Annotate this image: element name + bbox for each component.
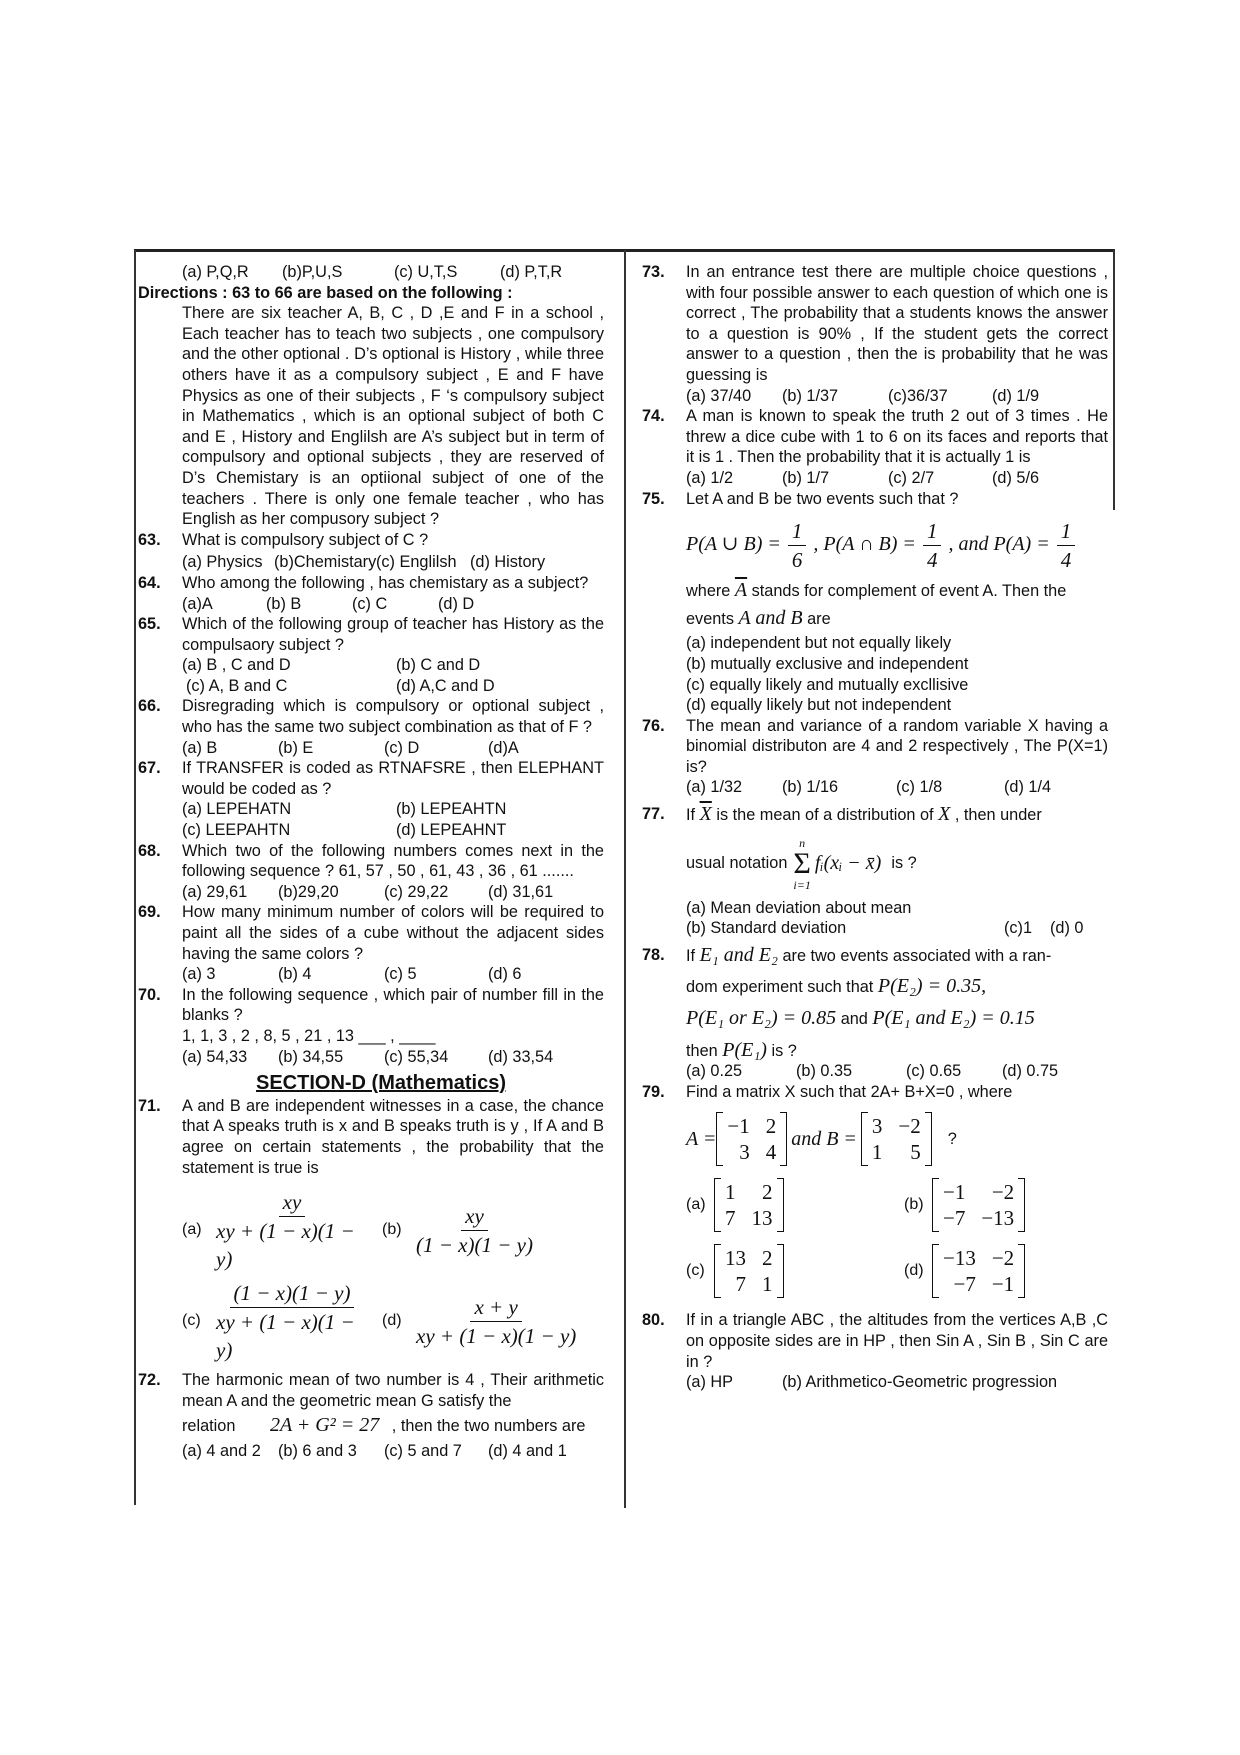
- probability-formula: P(E₂) = 0.35,: [877, 975, 987, 998]
- option: (d) 4 and 1: [488, 1441, 567, 1460]
- option: (b) 6 and 3: [278, 1441, 357, 1460]
- option: (d) LEPEAHNT: [396, 821, 507, 840]
- question-text: Which two of the following numbers comes next in the following sequence ? 61, 57 , 50 , 61, 43 , 36 , 61 .......: [182, 841, 604, 881]
- option: (d) A,C and D: [396, 676, 495, 695]
- question-text: How many minimum number of colors will be required to paint all the sides of a cube without the adjacent sides having the same colors ?: [182, 903, 604, 963]
- matrix-a: −1 2 3 4: [716, 1112, 787, 1166]
- option: (b) Standard deviation: [686, 919, 847, 938]
- probability-formula: P(E₁ and E₂) = 0.15: [872, 1007, 1035, 1030]
- question-63: [138, 530, 604, 573]
- question-number: 65.: [138, 615, 161, 634]
- if-label: If: [686, 806, 696, 825]
- question-65: [138, 614, 604, 696]
- question-number: 72.: [138, 1371, 161, 1390]
- option: (b) E: [278, 738, 314, 757]
- option: (b) B: [266, 594, 302, 613]
- option-label: (a): [686, 1196, 706, 1214]
- events-label: events: [686, 609, 734, 628]
- option-fraction: $\frac{xy}{(1 - x)(1 - y)}$: [416, 1204, 533, 1258]
- column-divider: [624, 250, 626, 1508]
- option-label: (a): [182, 1221, 202, 1239]
- question-70: [138, 985, 604, 1067]
- option: (c) C: [352, 594, 388, 613]
- option: (a) LEPEHATN: [182, 800, 292, 819]
- question-text: Who among the following , has chemistary as a subject?: [182, 573, 589, 592]
- option: (c) 2/7: [888, 468, 935, 487]
- option: (d) 1/4: [1004, 778, 1052, 797]
- question-67: [138, 758, 604, 840]
- then-label: then: [686, 1041, 718, 1060]
- option: (a) 1/2: [686, 468, 734, 487]
- option: (c) LEEPAHTN: [182, 821, 291, 840]
- question-number: 71.: [138, 1096, 161, 1115]
- question-number: 78.: [642, 945, 665, 964]
- if-label: If: [686, 946, 696, 965]
- where-text: stands for complement of event A. Then the: [751, 582, 1067, 601]
- option: (b) 1/16: [782, 778, 839, 797]
- option: (a) P,Q,R: [182, 263, 249, 281]
- options-row: [686, 1244, 1108, 1298]
- question-text: Which of the following group of teacher has History as the compulsaory subject ?: [182, 615, 604, 654]
- option-label: (d): [904, 1262, 924, 1280]
- stem-text: is the mean of a distribution of: [716, 806, 934, 825]
- option: (a) 37/40: [686, 386, 752, 405]
- option: (d) 33,54: [488, 1047, 554, 1066]
- option: (c)1: [1004, 919, 1033, 938]
- option-label: (b): [904, 1196, 924, 1214]
- question-text: In the following sequence , which pair of number fill in the blanks ?: [182, 985, 604, 1025]
- option: (c) 29,22: [384, 882, 449, 901]
- question-number: 79.: [642, 1082, 665, 1101]
- question-number: 63.: [138, 530, 161, 549]
- option: (a) independent but not equally likely: [686, 634, 952, 653]
- directions-heading: Directions : 63 to 66 are based on the following :: [138, 283, 513, 302]
- option: (a) Mean deviation about mean: [686, 898, 912, 917]
- option-fraction: $\frac{(1 - x)(1 - y)}{xy + (1 - x)(1 - y)}$: [216, 1281, 355, 1363]
- option-label: (c): [686, 1262, 705, 1280]
- question-number: 70.: [138, 985, 161, 1004]
- option: (b) 4: [278, 965, 312, 984]
- question-75: [642, 489, 1108, 716]
- option: (c) U,T,S: [394, 263, 458, 281]
- option: (c) D: [384, 738, 420, 757]
- option: (d) 0.75: [1002, 1062, 1059, 1081]
- question-74: [642, 406, 1108, 488]
- question-text: The harmonic mean of two number is 4 , Their arithmetic mean A and the geometric mean G satisfy the: [182, 1371, 604, 1410]
- complement-symbol: $\overline{A}$: [734, 579, 748, 602]
- events-tail: are: [807, 609, 831, 628]
- option: (b) Arithmetico-Geometric progression: [782, 1373, 1058, 1392]
- option: (d) History: [470, 553, 546, 572]
- option: (a) B: [182, 738, 218, 757]
- question-text: If TRANSFER is coded as RTNAFSRE , then ELEPHANT would be coded as ?: [182, 759, 604, 798]
- option: (b) 34,55: [278, 1047, 344, 1066]
- probability-formula: P(E₁): [722, 1038, 767, 1061]
- summation: n Σ i=1: [793, 835, 811, 892]
- relation-label: relation: [182, 1417, 236, 1436]
- option: (b) mutually exclusive and independent: [686, 654, 969, 673]
- option: (a)A: [182, 594, 213, 613]
- question-80: [642, 1310, 1108, 1392]
- question-72: [138, 1370, 604, 1461]
- option: (b)P,U,S: [282, 263, 343, 281]
- option: (d) D: [438, 594, 475, 613]
- option: (c) A, B and C: [186, 676, 288, 695]
- option: (b) 1/7: [782, 468, 830, 487]
- where-label: where: [686, 582, 731, 601]
- option-matrix: 13 2 7 1: [714, 1244, 904, 1298]
- question-number: 68.: [138, 841, 161, 860]
- option: (d) 0: [1050, 919, 1084, 938]
- option: (b) 0.35: [796, 1062, 853, 1081]
- events-math: E₁ and E₂: [699, 943, 778, 966]
- question-number: 74.: [642, 407, 665, 426]
- question-number: 75.: [642, 489, 665, 508]
- question-text: A man is known to speak the truth 2 out of 3 times . He threw a dice cube with 1 to 6 on its faces and reports that it is 1 . Then the probability that it is actually 1 is: [686, 407, 1108, 467]
- option: (c) Englilsh: [376, 553, 457, 572]
- matrix-definition: A = −1 2 3 4 and B = 3 −2 1 5 ?: [686, 1114, 957, 1165]
- question-number: 73.: [642, 263, 665, 281]
- question-text: Find a matrix X such that 2A+ B+X=0 , where: [686, 1082, 1013, 1101]
- question-number: 80.: [642, 1311, 665, 1330]
- question-text: If in a triangle ABC , the altitudes from the vertices A,B ,C on opposite sides are in HP , then Sin A , Sin B , Sin C are in ?: [686, 1311, 1108, 1371]
- question-text: In an entrance test there are multiple choice questions , with four possible answer to each question of which one is correct , The probability that a students knows the answer to a question is 90% , If the student gets the correct answer to a question , then the is probability that he was guessing is: [686, 263, 1108, 384]
- stem-tail: are two events associated with a ran-: [782, 946, 1052, 965]
- variable-symbol: X: [938, 803, 951, 826]
- option: (a) 1/32: [686, 778, 743, 797]
- question-78: [642, 945, 1108, 1082]
- option: (a) 4 and 2: [182, 1441, 261, 1460]
- option: (a) HP: [686, 1373, 734, 1392]
- option: (c) 5: [384, 965, 417, 984]
- question-number: 76.: [642, 716, 665, 735]
- option: (b)29,20: [278, 882, 339, 901]
- summation-expression: fᵢ(xᵢ − x̄): [814, 852, 882, 875]
- events-math: A and B: [738, 606, 803, 629]
- option: (a) 0.25: [686, 1062, 743, 1081]
- question-text: Disregrading which is compulsory or optional subject , who has the same two subject combination as that of F ?: [182, 697, 604, 737]
- question-79: [642, 1082, 1108, 1299]
- section-heading: SECTION-D (Mathematics): [255, 1072, 507, 1095]
- option: (c) 5 and 7: [384, 1441, 462, 1460]
- option: (c)36/37: [888, 386, 948, 405]
- option-fraction: $\frac{xy}{xy + (1 - x)(1 - y)}$: [216, 1190, 355, 1272]
- probability-formula: P(E₁ or E₂) = 0.85: [686, 1007, 837, 1030]
- right-column: [642, 262, 1108, 1393]
- question-number: 64.: [138, 573, 161, 592]
- is-label: is ?: [771, 1041, 797, 1060]
- relation-formula: 2A + G² = 27: [269, 1414, 380, 1437]
- probability-equation: P(A ∪ B) = $\frac{1}{6}$ , P(A ∩ B) = $\frac{1}{4}$ , and P(A) = $\frac{1}{4}$: [686, 517, 1108, 574]
- options-row: [686, 1178, 1108, 1232]
- mean-symbol: $\overline{X}$: [699, 803, 712, 826]
- q62-options: [138, 262, 604, 283]
- option: (b) 1/37: [782, 386, 839, 405]
- question-number: 69.: [138, 903, 161, 922]
- stem-tail: , then under: [954, 806, 1042, 825]
- is-label: is ?: [891, 854, 917, 873]
- question-68: [138, 841, 604, 903]
- option: (d)A: [488, 738, 519, 757]
- option: (c) 0.65: [906, 1062, 962, 1081]
- option-matrix: −1 −2 −7 −13: [932, 1178, 1025, 1232]
- usual-notation-label: usual notation: [686, 854, 788, 873]
- question-number: 67.: [138, 759, 161, 778]
- option: (d) 31,61: [488, 882, 554, 901]
- question-text: The mean and variance of a random variable X having a binomial distributon are 4 and 2 respectively , The P(X=1) is?: [686, 716, 1108, 776]
- option-matrix: 1 2 7 13: [714, 1178, 904, 1232]
- option-matrix: −13 −2 −7 −1: [932, 1244, 1025, 1298]
- stem-text: dom experiment such that: [686, 978, 874, 997]
- option-fraction: $\frac{x + y}{xy + (1 - x)(1 - y)}$: [416, 1295, 577, 1349]
- option: (d) 1/9: [992, 386, 1040, 405]
- option: (c) equally likely and mutually excllisive: [686, 675, 969, 694]
- option: (b) LEPEAHTN: [396, 800, 507, 819]
- option: (a) B , C and D: [182, 656, 291, 675]
- left-rule: [134, 250, 136, 1505]
- relation-tail: , then the two numbers are: [391, 1417, 586, 1436]
- option: (d) P,T,R: [500, 263, 563, 281]
- right-rule: [1113, 250, 1115, 510]
- directions-passage: There are six teacher A, B, C , D ,E and F in a school , Each teacher has to teach two subjects , one compulsory and the other optional . D’s optional is History , while three others have it as a compulsory subject , E and F have Physics as one of their subjects , F ‘s compulsory subject in Mathematics , which is an optional subject of both C and E , History and Englilsh are A’s subject but in term of compulsory and optional subjects , they are reserved of D’s Chemistary is an optiional subject of one of the teachers . There is only one female teacher , who has English as her compusory subject ?: [182, 304, 604, 529]
- option: (d) 6: [488, 965, 522, 984]
- question-77: [642, 804, 1108, 939]
- matrix-b: 3 −2 1 5: [861, 1112, 932, 1166]
- option: (a) 3: [182, 965, 216, 984]
- option: (a) 29,61: [182, 882, 248, 901]
- option: (a) 54,33: [182, 1047, 248, 1066]
- question-text: What is compulsory subject of C ?: [182, 530, 429, 549]
- option-label: (d): [382, 1312, 402, 1330]
- question-73: [642, 262, 1108, 406]
- and-label: and: [840, 1010, 868, 1029]
- question-text: A and B are independent witnesses in a case, the chance that A speaks truth is x and B speaks truth is y , If A and B agree on certain statements , the probability that the statement is true is: [182, 1096, 604, 1177]
- option: (a) Physics: [182, 553, 263, 572]
- number-sequence: 1, 1, 3 , 2 , 8, 5 , 21 , 13 ___ , ____: [182, 1026, 436, 1045]
- question-number: 66.: [138, 697, 161, 716]
- question-76: [642, 716, 1108, 798]
- question-71: [138, 1096, 604, 1364]
- option-label: (b): [382, 1221, 402, 1239]
- question-text: Let A and B be two events such that ?: [686, 489, 959, 508]
- question-69: [138, 902, 604, 984]
- question-66: [138, 696, 604, 758]
- option: (b)Chemistary: [274, 553, 377, 572]
- option: (c) 55,34: [384, 1047, 449, 1066]
- option: (d) equally likely but not independent: [686, 696, 952, 715]
- question-number: 77.: [642, 805, 665, 824]
- option: (d) 5/6: [992, 468, 1040, 487]
- option: (c) 1/8: [896, 778, 943, 797]
- option: (b) C and D: [396, 656, 481, 675]
- question-64: [138, 573, 604, 614]
- option-label: (c): [182, 1312, 201, 1330]
- left-column: [138, 262, 604, 1462]
